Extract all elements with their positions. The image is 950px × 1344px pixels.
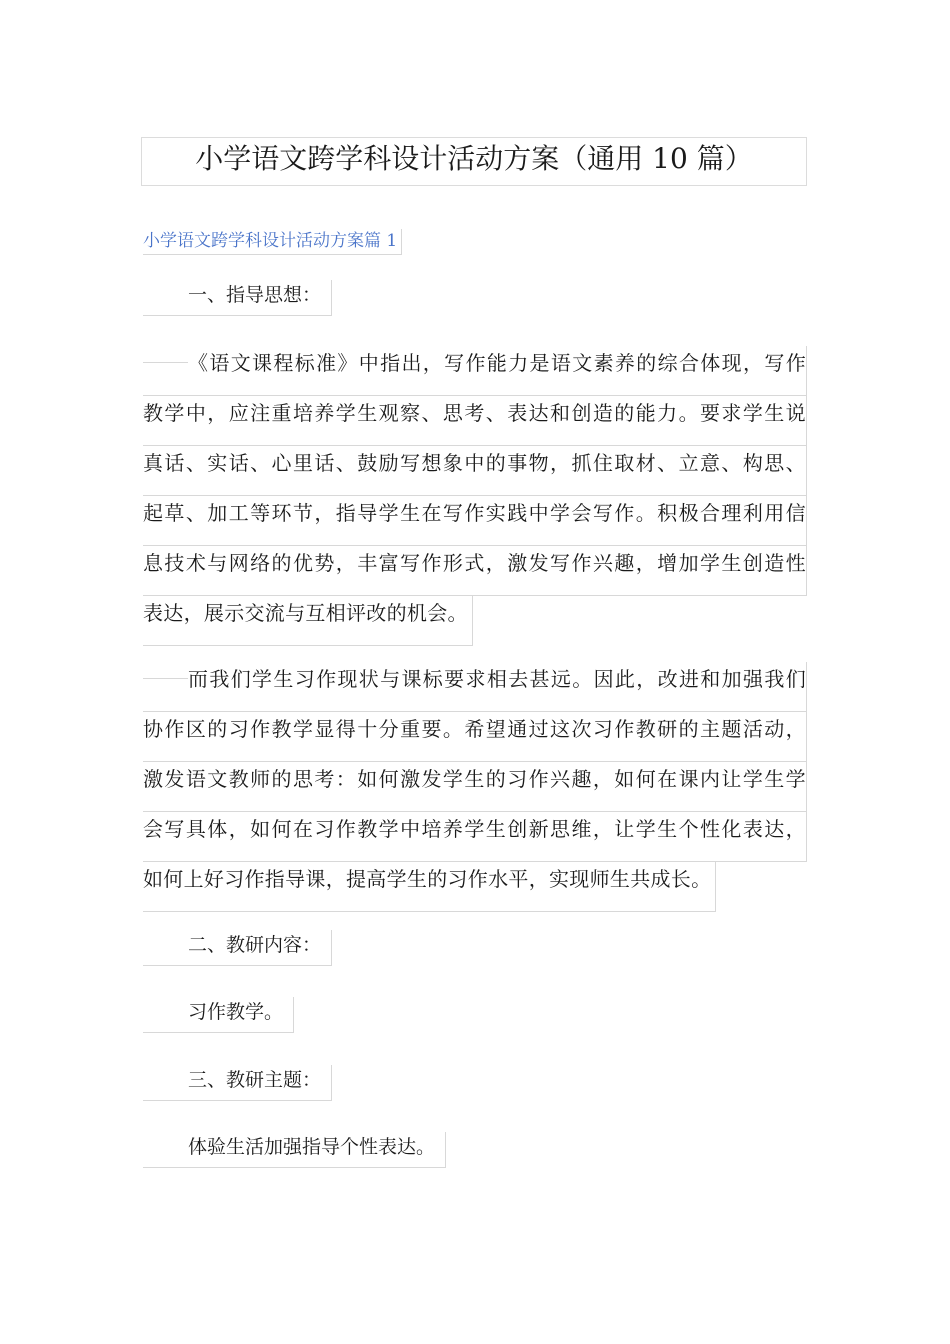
section-heading-research-content: 二、教研内容： <box>143 930 332 966</box>
section-heading-research-theme: 三、教研主题： <box>143 1065 332 1101</box>
paragraph-line: 会写具体，如何在习作教学中培养学生创新思维，让学生个性化表达， <box>143 812 807 862</box>
paragraph-current-situation <box>143 662 807 912</box>
article-subtitle: 小学语文跨学科设计活动方案篇 1 <box>143 229 402 255</box>
research-theme-text: 体验生活加强指导个性表达。 <box>143 1132 446 1168</box>
paragraph-line: 如何上好习作指导课，提高学生的习作水平，实现师生共成长。 <box>143 862 716 912</box>
paragraph-curriculum-standard <box>143 346 807 646</box>
section-heading-guiding-ideology: 一、指导思想： <box>143 280 332 316</box>
paragraph-line: 教学中，应注重培养学生观察、思考、表达和创造的能力。要求学生说 <box>143 396 807 446</box>
paragraph-line: 真话、实话、心里话、鼓励写想象中的事物，抓住取材、立意、构思、 <box>143 446 807 496</box>
document-title: 小学语文跨学科设计活动方案（通用 10 篇） <box>141 137 807 186</box>
paragraph-line: 协作区的习作教学显得十分重要。希望通过这次习作教研的主题活动， <box>143 712 807 762</box>
paragraph-line: 《语文课程标准》中指出，写作能力是语文素养的综合体现，写作 <box>143 346 807 396</box>
paragraph-line: 而我们学生习作现状与课标要求相去甚远。因此，改进和加强我们 <box>143 662 807 712</box>
research-content-text: 习作教学。 <box>143 997 294 1033</box>
paragraph-line: 息技术与网络的优势，丰富写作形式，激发写作兴趣，增加学生创造性 <box>143 546 807 596</box>
paragraph-line: 起草、加工等环节，指导学生在写作实践中学会写作。积极合理利用信 <box>143 496 807 546</box>
paragraph-line: 表达，展示交流与互相评改的机会。 <box>143 596 473 646</box>
paragraph-line: 激发语文教师的思考：如何激发学生的习作兴趣，如何在课内让学生学 <box>143 762 807 812</box>
